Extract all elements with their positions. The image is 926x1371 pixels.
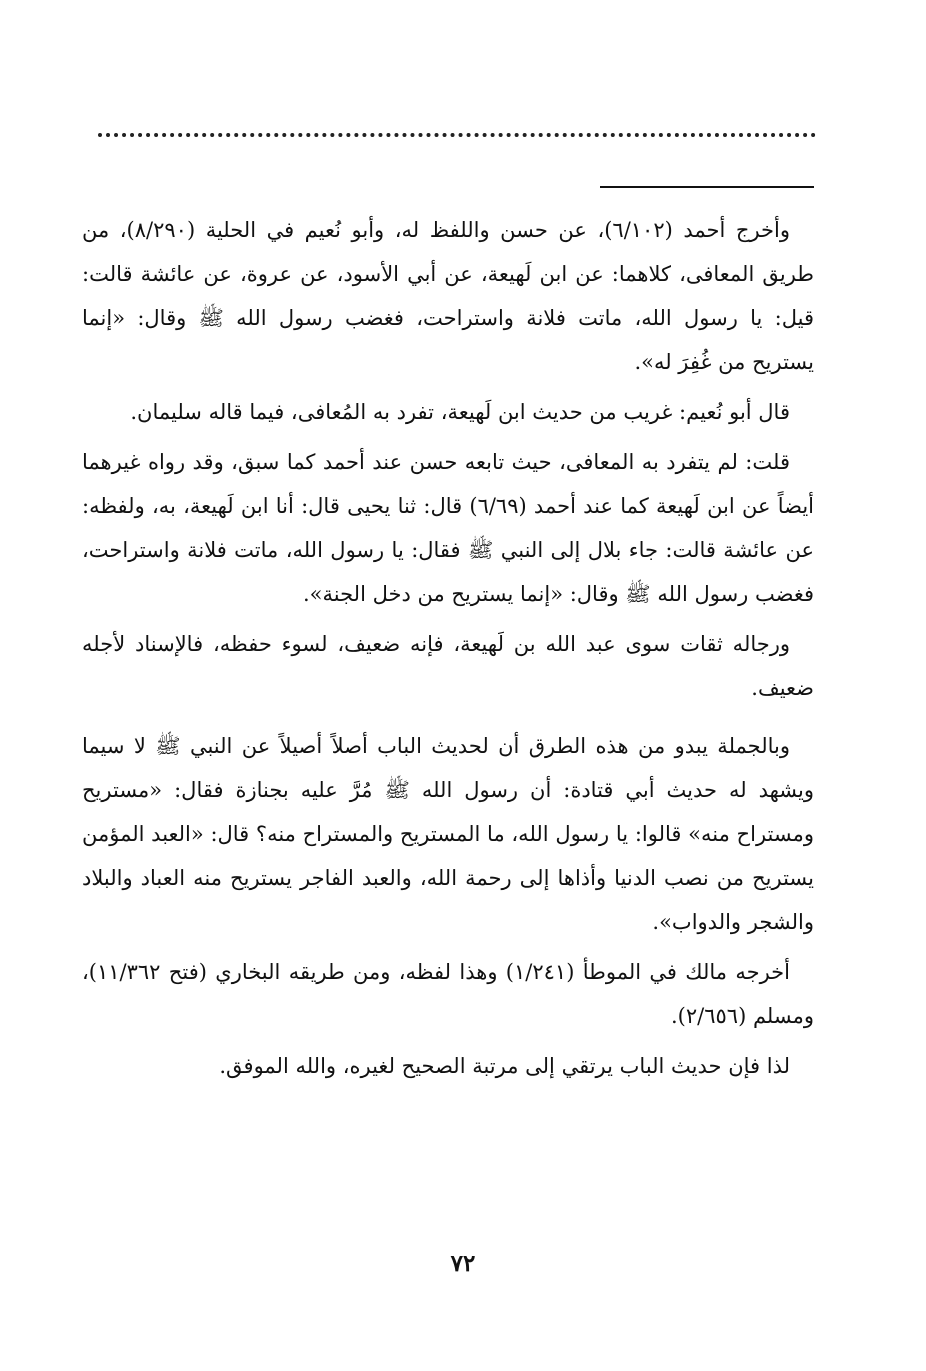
body-text [82, 208, 814, 1088]
paragraph-rijal: ورجاله ثقات سوى عبد الله بن لَهيعة، فإنه ضعيف، لسوء حفظه، فالإسناد لأجله ضعيف. [82, 632, 814, 700]
paragraph-summary: وبالجملة يبدو من هذه الطرق أن لحديث الباب أصلاً أصيلاً عن النبي ﷺ لا سيما ويشهد له حديث أبي قتادة: أن رسول الله ﷺ مُرَّ عليه بجنازة فقال: «مستريح ومستراح منه» قالوا: يا رسول الله، ما المستريح والمستراح منه؟ قال: «العبد المؤمن يستريح من نصب الدنيا وأذاها إلى رحمة الله، والعبد الفاجر يستريح منه العباد والبلاد والشجر والدواب». [82, 734, 814, 934]
paragraph-abu-nuaym: قال أبو نُعيم: غريب من حديث ابن لَهيعة، تفرد به المُعافى، فيما قاله سليمان. [130, 400, 790, 424]
paragraph-qultu: قلت: لم يتفرد به المعافى، حيث تابعه حسن عند أحمد كما سبق، وقد رواه غيرهما أيضاً عن ابن لَهيعة كما عند أحمد (٦/٦٩) قال: ثنا يحيى قال: أنا ابن لَهيعة، به، ولفظه: عن عائشة قالت: جاء بلال إلى النبي ﷺ فقال: يا رسول الله، ماتت فلانة واستراحت، فغضب رسول الله ﷺ وقال: «إنما يستريح من دخل الجنة». [82, 450, 814, 606]
page-number: ٧٢ [450, 1250, 476, 1277]
dotted-separator [98, 133, 816, 137]
paragraph-ahmad-narration: وأخرج أحمد (٦/١٠٢)، عن حسن واللفظ له، وأبو نُعيم في الحلية (٨/٢٩٠)، من طريق المعافى، كلاهما: عن ابن لَهيعة، عن أبي الأسود، عن عروة، عن عائشة قالت: قيل: يا رسول الله، ماتت فلانة واستراحت، فغضب رسول الله ﷺ وقال: «إنما يستريح من غُفِرَ له». [82, 218, 814, 374]
footnote-rule [600, 186, 814, 188]
paragraph-malik: أخرجه مالك في الموطأ (١/٢٤١) وهذا لفظه، ومن طريقه البخاري (فتح ١١/٣٦٢)، ومسلم (٢/٦٥٦). [82, 960, 814, 1028]
paragraph-conclusion: لذا فإن حديث الباب يرتقي إلى مرتبة الصحيح لغيره، والله الموفق. [219, 1054, 790, 1078]
